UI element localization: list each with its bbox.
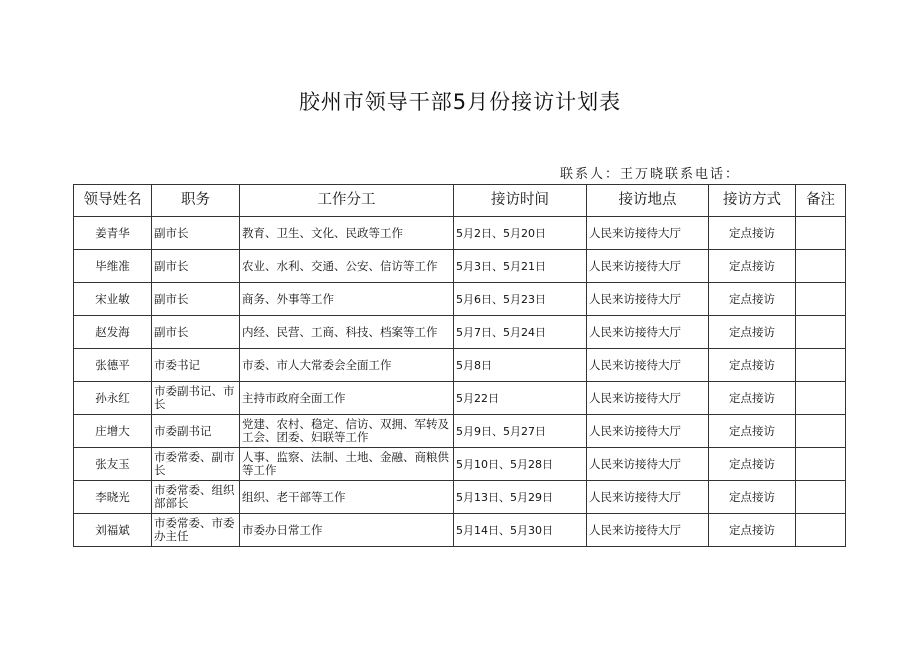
reception-time: 5月22日 [454,382,587,415]
leader-name: 李晓光 [74,481,152,514]
leader-name: 姜青华 [74,217,152,250]
work-duty: 人事、监察、法制、土地、金融、商粮供等工作 [240,448,454,481]
reception-time: 5月9日、5月27日 [454,415,587,448]
leader-position: 市委常委、市委办主任 [152,514,240,547]
reception-place: 人民来访接待大厅 [587,349,709,382]
work-duty: 市委办日常工作 [240,514,454,547]
note [796,448,846,481]
reception-place: 人民来访接待大厅 [587,250,709,283]
table-row [74,349,846,382]
work-duty: 组织、老干部等工作 [240,481,454,514]
note [796,316,846,349]
work-duty: 市委、市人大常委会全面工作 [240,349,454,382]
work-duty: 主持市政府全面工作 [240,382,454,415]
reception-method: 定点接访 [709,448,796,481]
reception-method: 定点接访 [709,316,796,349]
table-row [74,514,846,547]
work-duty: 教育、卫生、文化、民政等工作 [240,217,454,250]
reception-place: 人民来访接待大厅 [587,481,709,514]
note [796,349,846,382]
leader-name: 赵发海 [74,316,152,349]
reception-method: 定点接访 [709,415,796,448]
table-row [74,448,846,481]
note [796,382,846,415]
table-row [74,250,846,283]
reception-time: 5月2日、5月20日 [454,217,587,250]
table-row [74,316,846,349]
work-duty: 内经、民营、工商、科技、档案等工作 [240,316,454,349]
work-duty: 商务、外事等工作 [240,283,454,316]
reception-schedule-table [73,184,846,547]
reception-method: 定点接访 [709,217,796,250]
leader-position: 市委副书记 [152,415,240,448]
leader-position: 市委常委、副市长 [152,448,240,481]
column-header: 领导姓名 [74,185,152,217]
table-row [74,481,846,514]
column-header: 工作分工 [240,185,454,217]
reception-method: 定点接访 [709,283,796,316]
leader-position: 副市长 [152,316,240,349]
leader-name: 张友玉 [74,448,152,481]
note [796,217,846,250]
leader-position: 市委副书记、市长 [152,382,240,415]
note [796,415,846,448]
reception-place: 人民来访接待大厅 [587,382,709,415]
leader-position: 副市长 [152,250,240,283]
leader-position: 市委常委、组织部部长 [152,481,240,514]
leader-name: 宋业敏 [74,283,152,316]
column-header: 备注 [796,185,846,217]
reception-method: 定点接访 [709,481,796,514]
table-row [74,217,846,250]
note [796,250,846,283]
note [796,283,846,316]
leader-position: 副市长 [152,283,240,316]
leader-position: 市委书记 [152,349,240,382]
reception-time: 5月13日、5月29日 [454,481,587,514]
column-header: 接访地点 [587,185,709,217]
reception-time: 5月14日、5月30日 [454,514,587,547]
leader-position: 副市长 [152,217,240,250]
reception-place: 人民来访接待大厅 [587,283,709,316]
reception-time: 5月3日、5月21日 [454,250,587,283]
leader-name: 孙永红 [74,382,152,415]
reception-place: 人民来访接待大厅 [587,217,709,250]
reception-method: 定点接访 [709,382,796,415]
reception-place: 人民来访接待大厅 [587,448,709,481]
leader-name: 刘福斌 [74,514,152,547]
column-header: 接访时间 [454,185,587,217]
work-duty: 农业、水利、交通、公安、信访等工作 [240,250,454,283]
table-row [74,283,846,316]
reception-time: 5月10日、5月28日 [454,448,587,481]
table-header-row [74,185,846,217]
column-header: 接访方式 [709,185,796,217]
table-row [74,382,846,415]
reception-time: 5月6日、5月23日 [454,283,587,316]
reception-place: 人民来访接待大厅 [587,514,709,547]
table-row [74,415,846,448]
reception-time: 5月8日 [454,349,587,382]
leader-name: 张德平 [74,349,152,382]
leader-name: 庄增大 [74,415,152,448]
page-title: 胶州市领导干部5月份接访计划表 [298,90,622,114]
work-duty: 党建、农村、稳定、信访、双拥、军转及工会、团委、妇联等工作 [240,415,454,448]
column-header: 职务 [152,185,240,217]
reception-place: 人民来访接待大厅 [587,415,709,448]
leader-name: 毕维准 [74,250,152,283]
reception-time: 5月7日、5月24日 [454,316,587,349]
note [796,514,846,547]
contact-line: 联系人：王万晓联系电话： [560,167,741,182]
reception-method: 定点接访 [709,349,796,382]
reception-place: 人民来访接待大厅 [587,316,709,349]
note [796,481,846,514]
reception-method: 定点接访 [709,250,796,283]
reception-method: 定点接访 [709,514,796,547]
